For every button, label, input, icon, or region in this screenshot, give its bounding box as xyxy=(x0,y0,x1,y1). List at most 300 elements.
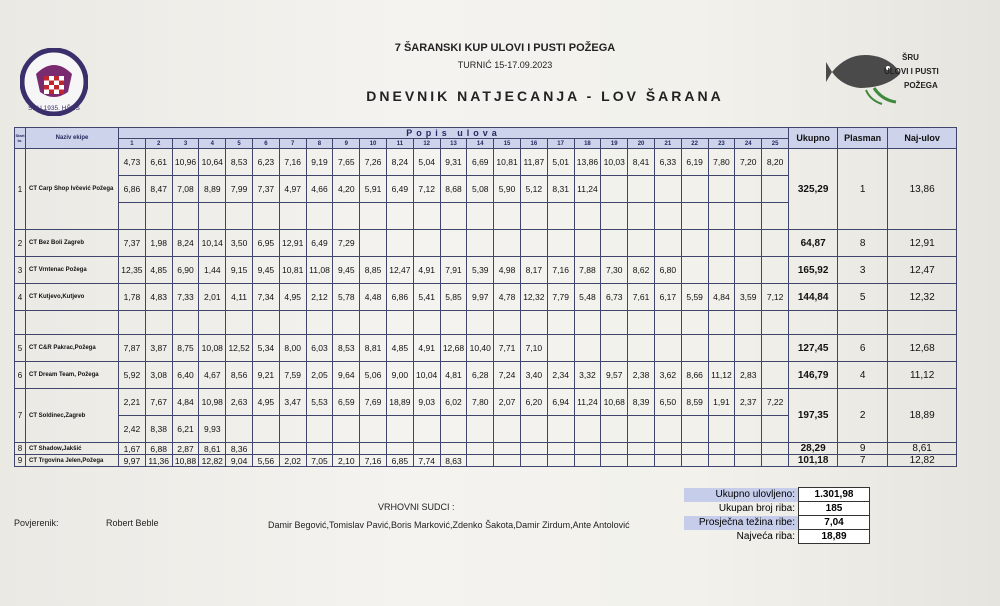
catch-weight-cell: 4,73 xyxy=(119,149,146,176)
team-place-cell: 4 xyxy=(838,362,888,389)
empty-cell xyxy=(145,311,172,335)
catch-weight-cell xyxy=(386,443,413,455)
catch-weight-cell xyxy=(199,203,226,230)
left-logo-text: ŠRU 1935. HŠRS xyxy=(28,105,80,112)
catch-weight-cell: 7,37 xyxy=(252,176,279,203)
catch-weight-cell: 4,78 xyxy=(494,284,521,311)
right-logo-line1: ŠRU xyxy=(902,53,919,62)
team-total-cell: 64,87 xyxy=(789,230,838,257)
catch-weight-cell xyxy=(735,416,762,443)
start-number-cell: 6 xyxy=(15,362,26,389)
catch-column-number: 21 xyxy=(654,139,681,149)
catch-weight-cell xyxy=(681,416,708,443)
team-total-cell: 325,29 xyxy=(789,149,838,230)
catch-weight-cell xyxy=(681,335,708,362)
catch-weight-cell: 7,16 xyxy=(279,149,306,176)
catch-weight-cell: 2,63 xyxy=(226,389,253,416)
catch-weight-cell xyxy=(708,455,735,467)
catch-weight-cell xyxy=(306,416,333,443)
commissioner-name: Robert Beble xyxy=(106,518,159,528)
catch-weight-cell xyxy=(654,335,681,362)
team-name-cell: CT Dream Team, Požega xyxy=(26,362,119,389)
catch-weight-cell xyxy=(226,203,253,230)
catch-weight-cell xyxy=(467,455,494,467)
catch-weight-cell: 4,48 xyxy=(360,284,387,311)
stat-row xyxy=(684,530,870,544)
team-max-catch-cell: 12,47 xyxy=(888,257,957,284)
catch-weight-cell: 6,03 xyxy=(306,335,333,362)
catch-weight-cell xyxy=(628,455,655,467)
empty-cell xyxy=(26,311,119,335)
start-number-cell: 1 xyxy=(15,149,26,230)
catch-weight-cell xyxy=(681,203,708,230)
catch-weight-cell xyxy=(494,443,521,455)
catch-column-number: 17 xyxy=(547,139,574,149)
catch-weight-cell xyxy=(413,443,440,455)
catch-weight-cell xyxy=(654,416,681,443)
catch-weight-cell: 5,53 xyxy=(306,389,333,416)
catch-weight-cell: 2,05 xyxy=(306,362,333,389)
catch-weight-cell: 8,47 xyxy=(145,176,172,203)
team-name-cell: CT Kutjevo,Kutjevo xyxy=(26,284,119,311)
start-number-cell: 9 xyxy=(15,455,26,467)
catch-weight-cell xyxy=(547,443,574,455)
catch-weight-cell xyxy=(306,443,333,455)
catch-weight-cell: 6,33 xyxy=(654,149,681,176)
team-max-catch-cell: 11,12 xyxy=(888,362,957,389)
catch-weight-cell xyxy=(681,176,708,203)
empty-cell xyxy=(333,311,360,335)
catch-column-number: 7 xyxy=(279,139,306,149)
catch-weight-cell xyxy=(440,230,467,257)
team-place-cell: 5 xyxy=(838,284,888,311)
catch-weight-cell: 6,02 xyxy=(440,389,467,416)
catch-weight-cell: 10,40 xyxy=(467,335,494,362)
catch-weight-cell xyxy=(279,443,306,455)
catch-weight-cell: 6,86 xyxy=(119,176,146,203)
stat-row xyxy=(684,516,870,530)
empty-cell xyxy=(762,311,789,335)
catch-weight-cell xyxy=(360,416,387,443)
catch-weight-cell: 7,12 xyxy=(413,176,440,203)
team-total-cell: 101,18 xyxy=(789,455,838,467)
catch-weight-cell: 6,40 xyxy=(172,362,199,389)
catch-column-number: 14 xyxy=(467,139,494,149)
catch-weight-cell: 2,83 xyxy=(735,362,762,389)
catch-weight-cell: 10,81 xyxy=(279,257,306,284)
catch-weight-cell xyxy=(601,416,628,443)
judges-label: VRHOVNI SUDCI : xyxy=(378,502,455,512)
catch-weight-cell xyxy=(386,416,413,443)
catch-weight-cell xyxy=(628,203,655,230)
catch-weight-cell xyxy=(654,455,681,467)
empty-cell xyxy=(15,311,26,335)
catch-column-number: 20 xyxy=(628,139,655,149)
catch-weight-cell xyxy=(735,176,762,203)
catch-weight-cell: 4,98 xyxy=(494,257,521,284)
catch-weight-cell: 2,07 xyxy=(494,389,521,416)
team-max-catch-cell: 8,61 xyxy=(888,443,957,455)
stat-label: Najveća riba: xyxy=(736,531,795,542)
empty-cell xyxy=(838,311,888,335)
catch-weight-cell xyxy=(467,230,494,257)
team-total-cell: 28,29 xyxy=(789,443,838,455)
catch-weight-cell: 4,20 xyxy=(333,176,360,203)
catch-weight-cell xyxy=(386,230,413,257)
catch-weight-cell xyxy=(762,416,789,443)
catch-weight-cell: 8,61 xyxy=(199,443,226,455)
catch-weight-cell: 12,47 xyxy=(386,257,413,284)
catch-weight-cell: 6,28 xyxy=(467,362,494,389)
catch-weight-cell: 2,38 xyxy=(628,362,655,389)
catch-weight-cell: 5,90 xyxy=(494,176,521,203)
catch-column-number: 10 xyxy=(360,139,387,149)
catch-weight-cell: 6,85 xyxy=(386,455,413,467)
team-name-cell: CT Trgovina Jelen,Požega xyxy=(26,455,119,467)
catch-weight-cell xyxy=(333,416,360,443)
catch-weight-cell xyxy=(628,443,655,455)
empty-cell xyxy=(252,311,279,335)
empty-cell xyxy=(735,311,762,335)
catch-weight-cell: 9,03 xyxy=(413,389,440,416)
catch-weight-cell: 5,56 xyxy=(252,455,279,467)
catch-column-number: 23 xyxy=(708,139,735,149)
empty-cell xyxy=(494,311,521,335)
stat-label: Prosječna težina ribe: xyxy=(684,516,799,530)
catch-weight-cell xyxy=(601,230,628,257)
catch-weight-cell: 7,91 xyxy=(440,257,467,284)
catch-weight-cell: 7,34 xyxy=(252,284,279,311)
catch-weight-cell xyxy=(467,203,494,230)
catch-weight-cell xyxy=(681,455,708,467)
catch-weight-cell: 8,17 xyxy=(520,257,547,284)
catch-weight-cell: 9,00 xyxy=(386,362,413,389)
catch-weight-cell: 8,53 xyxy=(226,149,253,176)
catch-weight-cell: 2,42 xyxy=(119,416,146,443)
catch-weight-cell: 6,50 xyxy=(654,389,681,416)
catch-weight-cell xyxy=(601,443,628,455)
catch-weight-cell xyxy=(494,455,521,467)
catch-weight-cell xyxy=(628,230,655,257)
catch-weight-cell: 4,95 xyxy=(279,284,306,311)
catch-weight-cell xyxy=(145,203,172,230)
catch-weight-cell xyxy=(494,230,521,257)
catch-weight-cell: 3,32 xyxy=(574,362,601,389)
catch-weight-cell xyxy=(708,443,735,455)
team-max-catch-cell: 12,68 xyxy=(888,335,957,362)
catch-weight-cell: 3,47 xyxy=(279,389,306,416)
catch-column-number: 5 xyxy=(226,139,253,149)
catch-weight-cell: 7,65 xyxy=(333,149,360,176)
right-logo-line3: POŽEGA xyxy=(904,81,938,90)
empty-cell xyxy=(413,311,440,335)
catch-weight-cell: 8,68 xyxy=(440,176,467,203)
catch-column-number: 4 xyxy=(199,139,226,149)
catch-weight-cell: 4,84 xyxy=(172,389,199,416)
start-number-cell: 2 xyxy=(15,230,26,257)
catch-weight-cell xyxy=(735,335,762,362)
table-row xyxy=(15,230,957,257)
catch-weight-cell: 7,87 xyxy=(119,335,146,362)
catch-weight-cell: 8,62 xyxy=(628,257,655,284)
catch-weight-cell: 7,88 xyxy=(574,257,601,284)
team-max-catch-cell: 18,89 xyxy=(888,389,957,443)
catch-weight-cell: 5,41 xyxy=(413,284,440,311)
empty-cell xyxy=(172,311,199,335)
catch-weight-cell: 10,14 xyxy=(199,230,226,257)
stat-value: 7,04 xyxy=(799,516,870,530)
catch-weight-cell: 10,03 xyxy=(601,149,628,176)
catch-weight-cell: 11,12 xyxy=(708,362,735,389)
start-number-cell: 3 xyxy=(15,257,26,284)
catch-weight-cell xyxy=(735,230,762,257)
catch-weight-cell xyxy=(494,416,521,443)
team-name-cell: CT Shadow,Jakšić xyxy=(26,443,119,455)
team-name-cell: CT C&R Pakrac,Požega xyxy=(26,335,119,362)
catch-weight-cell: 8,31 xyxy=(547,176,574,203)
catch-weight-cell: 2,21 xyxy=(119,389,146,416)
catch-weight-cell: 6,61 xyxy=(145,149,172,176)
catch-weight-cell xyxy=(333,443,360,455)
catch-weight-cell: 9,45 xyxy=(333,257,360,284)
catch-weight-cell: 7,08 xyxy=(172,176,199,203)
catch-weight-cell: 9,97 xyxy=(467,284,494,311)
catch-weight-cell xyxy=(360,230,387,257)
catch-weight-cell xyxy=(681,230,708,257)
catch-weight-cell xyxy=(413,416,440,443)
catch-weight-cell: 1,91 xyxy=(708,389,735,416)
catch-weight-cell xyxy=(547,455,574,467)
empty-cell xyxy=(119,311,146,335)
catch-weight-cell: 6,19 xyxy=(681,149,708,176)
total-header: Ukupno xyxy=(789,128,838,149)
catch-weight-cell: 10,64 xyxy=(199,149,226,176)
stat-value: 1.301,98 xyxy=(799,488,870,502)
catch-weight-cell: 3,08 xyxy=(145,362,172,389)
team-total-cell: 165,92 xyxy=(789,257,838,284)
empty-cell xyxy=(440,311,467,335)
catch-weight-cell: 12,68 xyxy=(440,335,467,362)
catch-column-number: 9 xyxy=(333,139,360,149)
catch-weight-cell xyxy=(574,203,601,230)
catch-weight-cell xyxy=(574,443,601,455)
catch-weight-cell xyxy=(681,257,708,284)
catch-weight-cell: 6,49 xyxy=(306,230,333,257)
catch-weight-cell: 7,99 xyxy=(226,176,253,203)
catch-weight-cell: 5,78 xyxy=(333,284,360,311)
catch-weight-cell xyxy=(440,416,467,443)
catch-weight-cell xyxy=(119,203,146,230)
catch-weight-cell xyxy=(762,257,789,284)
start-number-cell: 7 xyxy=(15,389,26,443)
catch-weight-cell: 1,78 xyxy=(119,284,146,311)
empty-cell xyxy=(199,311,226,335)
catch-weight-cell: 5,85 xyxy=(440,284,467,311)
catch-weight-cell: 8,81 xyxy=(360,335,387,362)
catch-weight-cell: 5,39 xyxy=(467,257,494,284)
catch-weight-cell: 6,90 xyxy=(172,257,199,284)
catch-weight-cell xyxy=(628,335,655,362)
catch-weight-cell: 6,80 xyxy=(654,257,681,284)
start-number-header: Start br. xyxy=(15,128,26,149)
catch-weight-cell: 2,12 xyxy=(306,284,333,311)
catch-weight-cell: 10,68 xyxy=(601,389,628,416)
catch-weight-cell xyxy=(547,335,574,362)
empty-cell xyxy=(708,311,735,335)
team-total-cell: 127,45 xyxy=(789,335,838,362)
catch-weight-cell: 9,04 xyxy=(226,455,253,467)
catch-weight-cell xyxy=(762,335,789,362)
catch-weight-cell xyxy=(708,230,735,257)
catch-weight-cell xyxy=(762,203,789,230)
stat-value: 185 xyxy=(799,502,870,516)
stat-label: Ukupan broj riba: xyxy=(718,503,795,514)
catch-weight-cell: 2,87 xyxy=(172,443,199,455)
empty-cell xyxy=(547,311,574,335)
catch-weight-cell: 3,50 xyxy=(226,230,253,257)
catch-weight-cell: 10,81 xyxy=(494,149,521,176)
catch-weight-cell: 2,01 xyxy=(199,284,226,311)
catch-weight-cell: 7,10 xyxy=(520,335,547,362)
catch-weight-cell xyxy=(467,416,494,443)
catch-weight-cell: 8,75 xyxy=(172,335,199,362)
catch-weight-cell xyxy=(520,230,547,257)
catch-weight-cell xyxy=(413,203,440,230)
catch-weight-cell: 6,73 xyxy=(601,284,628,311)
catch-column-number: 19 xyxy=(601,139,628,149)
catch-weight-cell: 6,95 xyxy=(252,230,279,257)
team-place-cell: 7 xyxy=(838,455,888,467)
catch-weight-cell xyxy=(360,203,387,230)
catch-weight-cell: 3,62 xyxy=(654,362,681,389)
catch-weight-cell xyxy=(520,416,547,443)
catch-weight-cell: 9,21 xyxy=(252,362,279,389)
team-max-catch-cell: 12,82 xyxy=(888,455,957,467)
catch-weight-cell: 9,57 xyxy=(601,362,628,389)
catch-weight-cell: 6,23 xyxy=(252,149,279,176)
carp-club-right-logo xyxy=(826,40,946,106)
catch-weight-cell: 8,85 xyxy=(360,257,387,284)
catch-weight-cell xyxy=(574,416,601,443)
empty-cell xyxy=(681,311,708,335)
team-name-cell: CT Vrntenac Požega xyxy=(26,257,119,284)
catch-weight-cell xyxy=(762,455,789,467)
catch-weight-cell: 11,24 xyxy=(574,176,601,203)
catch-weight-cell: 11,08 xyxy=(306,257,333,284)
catch-weight-cell: 5,12 xyxy=(520,176,547,203)
catch-weight-cell xyxy=(547,416,574,443)
catch-weight-cell: 5,01 xyxy=(547,149,574,176)
catch-weight-cell xyxy=(252,416,279,443)
catch-weight-cell: 8,36 xyxy=(226,443,253,455)
team-total-cell: 144,84 xyxy=(789,284,838,311)
catch-weight-cell xyxy=(333,203,360,230)
start-number-cell: 5 xyxy=(15,335,26,362)
catch-weight-cell: 5,48 xyxy=(574,284,601,311)
catch-weight-cell: 7,74 xyxy=(413,455,440,467)
catch-weight-cell: 12,32 xyxy=(520,284,547,311)
catch-weight-cell xyxy=(547,230,574,257)
catch-weight-cell: 4,85 xyxy=(386,335,413,362)
catch-weight-cell: 7,30 xyxy=(601,257,628,284)
catch-weight-cell xyxy=(601,335,628,362)
catch-weight-cell xyxy=(226,416,253,443)
empty-cell xyxy=(628,311,655,335)
catch-weight-cell: 8,00 xyxy=(279,335,306,362)
catch-table xyxy=(14,127,957,467)
catch-weight-cell: 5,06 xyxy=(360,362,387,389)
team-max-catch-cell: 13,86 xyxy=(888,149,957,230)
catch-weight-cell: 1,98 xyxy=(145,230,172,257)
competition-title: 7 ŠARANSKI KUP ULOVI I PUSTI POŽEGA xyxy=(394,42,616,54)
catch-weight-cell: 7,16 xyxy=(547,257,574,284)
catch-column-number: 24 xyxy=(735,139,762,149)
catch-weight-cell xyxy=(520,203,547,230)
team-max-catch-cell: 12,32 xyxy=(888,284,957,311)
catch-weight-cell: 13,86 xyxy=(574,149,601,176)
catch-weight-cell: 12,35 xyxy=(119,257,146,284)
catch-weight-cell: 10,88 xyxy=(172,455,199,467)
catch-weight-cell xyxy=(762,443,789,455)
catch-weight-cell xyxy=(654,230,681,257)
catch-weight-cell: 6,94 xyxy=(547,389,574,416)
catch-weight-cell: 3,40 xyxy=(520,362,547,389)
catch-weight-cell xyxy=(628,176,655,203)
catch-weight-cell: 5,91 xyxy=(360,176,387,203)
catch-column-number: 6 xyxy=(252,139,279,149)
catch-column-number: 8 xyxy=(306,139,333,149)
catch-weight-cell xyxy=(601,455,628,467)
catch-weight-cell xyxy=(708,176,735,203)
catch-column-number: 15 xyxy=(494,139,521,149)
catch-weight-cell: 8,41 xyxy=(628,149,655,176)
catch-weight-cell: 4,91 xyxy=(413,257,440,284)
stat-row xyxy=(684,488,870,502)
catch-weight-cell xyxy=(735,257,762,284)
table-row xyxy=(15,149,957,176)
catch-weight-cell xyxy=(654,443,681,455)
catch-weight-cell: 7,24 xyxy=(494,362,521,389)
catch-weight-cell: 9,31 xyxy=(440,149,467,176)
blank-row xyxy=(15,311,957,335)
catch-weight-cell: 2,02 xyxy=(279,455,306,467)
catch-weight-cell: 4,97 xyxy=(279,176,306,203)
catch-weight-cell xyxy=(252,203,279,230)
catch-weight-cell xyxy=(467,443,494,455)
empty-cell xyxy=(574,311,601,335)
table-row xyxy=(15,455,957,467)
catch-weight-cell: 8,38 xyxy=(145,416,172,443)
catch-weight-cell xyxy=(279,416,306,443)
catch-weight-cell: 10,98 xyxy=(199,389,226,416)
catch-weight-cell: 8,39 xyxy=(628,389,655,416)
catch-weight-cell xyxy=(386,203,413,230)
catch-weight-cell: 2,37 xyxy=(735,389,762,416)
catch-weight-cell: 7,71 xyxy=(494,335,521,362)
catch-weight-cell: 6,69 xyxy=(467,149,494,176)
catch-weight-cell xyxy=(601,203,628,230)
commissioner-label: Povjerenik: xyxy=(14,518,59,528)
catch-weight-cell: 7,16 xyxy=(360,455,387,467)
catch-weight-cell: 3,59 xyxy=(735,284,762,311)
table-row xyxy=(15,284,957,311)
diary-title: DNEVNIK NATJECANJA - LOV ŠARANA xyxy=(366,88,724,104)
catch-weight-cell xyxy=(762,176,789,203)
team-name-cell: CT Soldinec,Zagreb xyxy=(26,389,119,443)
team-place-cell: 2 xyxy=(838,389,888,443)
catch-weight-cell: 7,12 xyxy=(762,284,789,311)
catch-weight-cell: 8,56 xyxy=(226,362,253,389)
